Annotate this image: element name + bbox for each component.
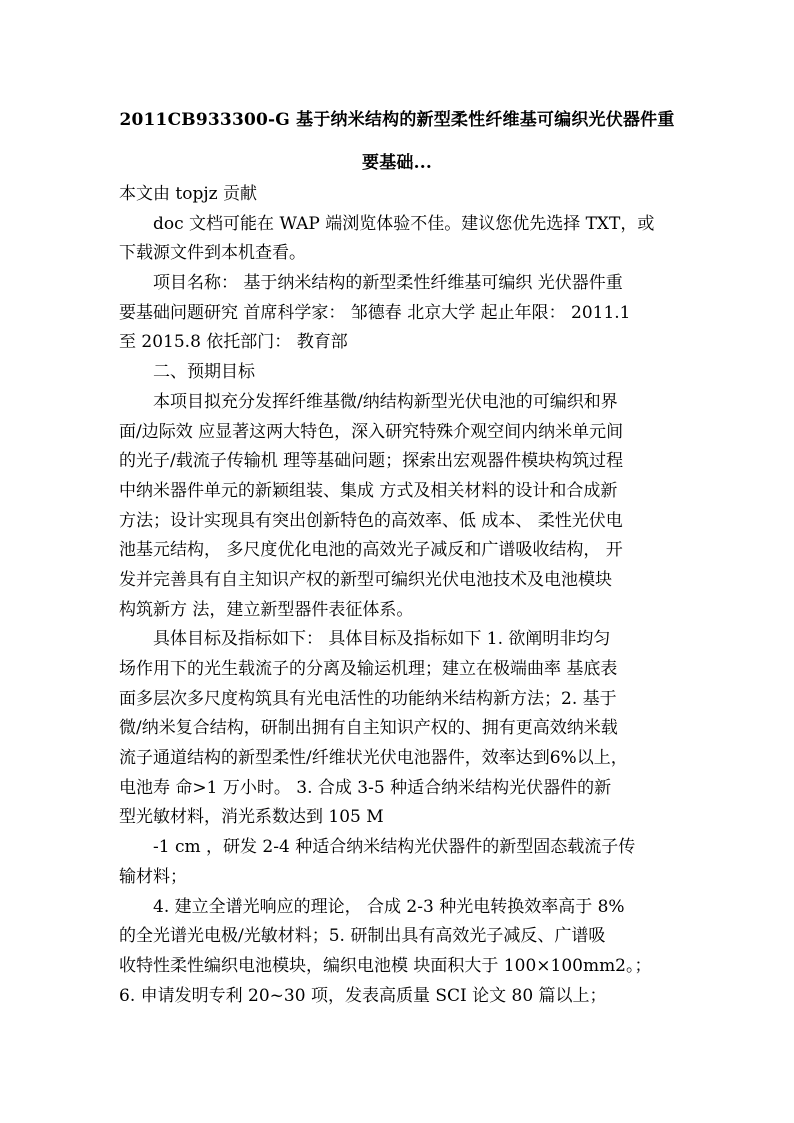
body-line: 收特性柔性编织电池模块，编织电池模 块面积大于 100×100mm2。； xyxy=(119,955,652,976)
body-line: 场作用下的光生载流子的分离及输运机理；建立在极端曲率 基底表 xyxy=(119,659,618,679)
body-line: 下载源文件到本机查看。 xyxy=(119,243,306,264)
body-line: 流子通道结构的新型柔性/纤维状光伏电池器件，效率达到6%以上， xyxy=(119,748,628,769)
body-line: 面/边际效 应显著这两大特色，深入研究特殊介观空间内纳米单元间 xyxy=(119,421,624,442)
body-line: 具体目标及指标如下： 具体目标及指标如下 1. 欲阐明非均匀 xyxy=(153,629,611,650)
body-line: 型光敏材料，消光系数达到 105 M xyxy=(119,807,384,828)
document-title-line-1: 2011CB933300-G 基于纳米结构的新型柔性纤维基可编织光伏器件重 xyxy=(119,110,675,130)
body-line: 微/纳米复合结构，研制出拥有自主知识产权的、拥有更高效纳米载 xyxy=(119,718,618,739)
body-line: 4. 建立全谱光响应的理论， 合成 2-3 种光电转换效率高于 8% xyxy=(153,896,625,917)
body-line: 面多层次多尺度构筑具有光电活性的功能纳米结构新方法；2. 基于 xyxy=(119,688,617,709)
document-title-line-2: 要基础... xyxy=(362,153,432,173)
body-line: -1 cm ，研发 2-4 种适合纳米结构光伏器件的新型固态载流子传 xyxy=(153,837,636,858)
body-line: 的光子/载流子传输机 理等基础问题；探索出宏观器件模块构筑过程 xyxy=(119,451,624,472)
body-line: 池基元结构， 多尺度优化电池的高效光子减反和广谱吸收结构， 开 xyxy=(119,540,623,561)
body-line: 输材料； xyxy=(119,866,187,887)
body-line: 电池寿 命>1 万小时。 3. 合成 3-5 种适合纳米结构光伏器件的新 xyxy=(119,777,612,798)
body-line: 构筑新方 法，建立新型器件表征体系。 xyxy=(119,599,414,620)
body-line: 要基础问题研究 首席科学家： 邹德春 北京大学 起止年限： 2011.1 xyxy=(119,302,631,323)
body-line: 项目名称： 基于纳米结构的新型柔性纤维基可编织 光伏器件重 xyxy=(153,273,623,294)
body-line: 至 2015.8 依托部门： 教育部 xyxy=(119,332,348,353)
document-body xyxy=(119,180,679,1011)
body-line: doc 文档可能在 WAP 端浏览体验不佳。建议您优先选择 TXT，或 xyxy=(153,213,655,234)
body-line: 发并完善具有自主知识产权的新型可编织光伏电池技术及电池模块 xyxy=(119,569,612,590)
body-line: 6. 申请发明专利 20~30 项，发表高质量 SCI 论文 80 篇以上； xyxy=(119,985,607,1006)
body-line: 中纳米器件单元的新颖组装、集成 方式及相关材料的设计和合成新 xyxy=(119,480,618,501)
body-line: 方法；设计实现具有突出创新特色的高效率、低 成本、 柔性光伏电 xyxy=(119,510,623,531)
body-line: 二、预期目标 xyxy=(153,362,255,383)
body-line: 本项目拟充分发挥纤维基微/纳结构新型光伏电池的可编织和界 xyxy=(153,391,618,412)
body-line: 本文由 topjz 贡献 xyxy=(119,184,257,204)
body-line: 的全光谱光电极/光敏材料；5. 研制出具有高效光子减反、广谱吸 xyxy=(119,926,606,947)
